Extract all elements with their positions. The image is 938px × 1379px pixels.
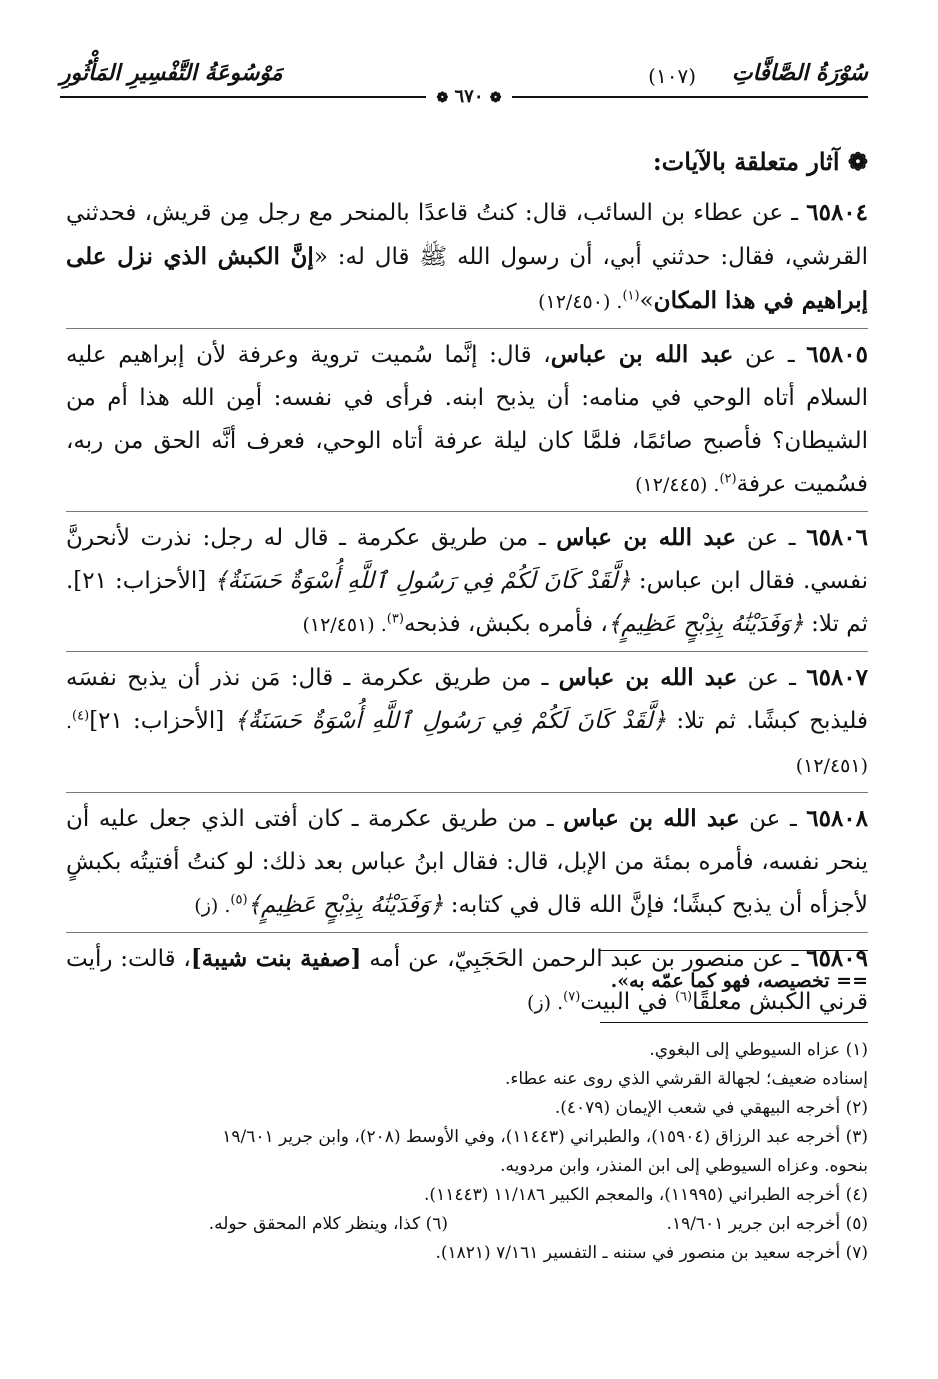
ornament-icon: ❁ bbox=[436, 90, 449, 106]
footnote-marker: (٢) bbox=[719, 471, 737, 487]
athar-paragraph: ٦٥٨٠٥ ـ عن عبد الله بن عباس، قال: إنَّما سُميت تروية وعرفة لأن إبراهيم عليه السلام أتاه الوحي في منامه: أن يذبح ابنه. فرأى في نفسه: أمِن الله هذا أم من الشيطان؟ فأصبح صائمًا، فلمَّا كان ليلة عرفة أتاه الوحي، فعرف أنَّه الحق من ربه، فسُميت عرفة$^{(٢)}$. (١٢/٤٤٥) bbox=[66, 329, 868, 512]
quran-verse: ﴿لَّقَدْ كَانَ لَكُمْ فِي رَسُولِ ٱللَّهِ أُسْوَةٌ حَسَنَةٌ﴾ bbox=[214, 568, 631, 594]
footnote-row-5-6 bbox=[66, 1210, 868, 1239]
athar-paragraph: ٦٥٨٠٩ ـ عن منصور بن عبد الرحمن الحَجَبِيّ، عن أمه [صفية بنت شيبة]، قالت: رأيت قرني الكبش معلقًا$^{(٦)}$ في البيت$^{(٧)}$. (ز) bbox=[66, 945, 868, 1015]
athar-paragraph: ٦٥٨٠٤ ـ عن عطاء بن السائب، قال: كنتُ قاعدًا بالمنحر مع رجل مِن قريش، فحدثني القرشي، فقال: حدثني أبي، أن رسول الله ﷺ قال له: «إنَّ الكبش الذي نزل على إبراهيم في هذا المكان»$^{(١)}$. (١٢/٤٥٠) bbox=[66, 187, 868, 329]
footnote-marker: (٦) bbox=[674, 989, 693, 1005]
page-number-box bbox=[426, 86, 511, 107]
quran-verse: ﴿وَفَدَيْنَٰهُ بِذِبْحٍ عَظِيمٍ﴾ bbox=[247, 892, 444, 918]
athar-number: ٦٥٨٠٦ bbox=[806, 524, 868, 551]
volume-reference: . (ز) bbox=[194, 895, 231, 917]
narrator-name: عبد الله بن عباس bbox=[550, 341, 734, 368]
quran-verse: ﴿لَّقَدْ كَانَ لَكُمْ فِي رَسُولِ ٱللَّهِ أُسْوَةٌ حَسَنَةٌ﴾ bbox=[234, 708, 667, 734]
athar-number: ٦٥٨٠٤ bbox=[806, 199, 869, 226]
page-number-wrap bbox=[0, 86, 938, 107]
page-number: ٦٧٠ bbox=[454, 86, 484, 107]
volume-reference: . (١٢/٤٤٥) bbox=[635, 474, 720, 496]
quran-verse: ﴿وَفَدَيْنَٰهُ بِذِبْحٍ عَظِيمٍ﴾ bbox=[607, 611, 804, 637]
footnote-3: (٣) أخرجه عبد الرزاق (١٥٩٠٤)، والطبراني (١١٤٤٣)، وفي الأوسط (٢٠٨)، وابن جرير ١٩/٦٠١ bbox=[222, 1127, 868, 1147]
hadith-text: إنَّ الكبش الذي نزل على إبراهيم في هذا المكان bbox=[66, 243, 868, 314]
athar-paragraph: ٦٥٨٠٨ ـ عن عبد الله بن عباس ـ من طريق عكرمة ـ كان أفتى الذي جعل عليه أن ينحر نفسه، فأمره بمئة من الإبل، قال: فقال ابنُ عباس بعد ذلك: لو كنتُ أفتيتُه بكبشٍ لأجزأه أن يذبح كبشًا؛ فإنَّ الله قال في كتابه: ﴿وَفَدَيْنَٰهُ بِذِبْحٍ عَظِيمٍ﴾$^{(٥)}$. (ز) bbox=[66, 793, 868, 933]
athar-paragraph: ٦٥٨٠٦ ـ عن عبد الله بن عباس ـ من طريق عكرمة ـ قال له رجل: نذرت لأنحرنَّ نفسي. فقال ابن عباس: ﴿لَّقَدْ كَانَ لَكُمْ فِي رَسُولِ ٱللَّهِ أُسْوَةٌ حَسَنَةٌ﴾ [الأحزاب: ٢١]. ثم تلا: ﴿وَفَدَيْنَٰهُ بِذِبْحٍ عَظِيمٍ﴾، فأمره بكبش، فذبحه$^{(٣)}$. (١٢/٤٥١) bbox=[66, 512, 868, 652]
footnote-2: (٢) أخرجه البيهقي في شعب الإيمان (٤٠٧٩). bbox=[554, 1098, 868, 1118]
footnote-marker: (٥) bbox=[230, 892, 248, 908]
narrator-name: عبد الله بن عباس bbox=[558, 664, 738, 691]
footnotes bbox=[66, 1036, 868, 1268]
footnote-7: (٧) أخرجه سعيد بن منصور في سننه ـ التفسير ٧/١٦١ (١٨٢١). bbox=[435, 1243, 868, 1263]
footnote-marker: (١) bbox=[622, 288, 640, 304]
narrator-name: عبد الله بن عباس bbox=[563, 805, 740, 832]
footnote-4: (٤) أخرجه الطبراني (١١٩٩٥)، والمعجم الكبير ١١/١٨٦ (١١٤٤٣). bbox=[424, 1185, 868, 1205]
athar-paragraph: ٦٥٨٠٧ ـ عن عبد الله بن عباس ـ من طريق عكرمة ـ قال: مَن نذر أن يذبح نفسَه فليذبح كبشًا. ثم تلا: ﴿لَّقَدْ كَانَ لَكُمْ فِي رَسُولِ ٱللَّهِ أُسْوَةٌ حَسَنَةٌ﴾ [الأحزاب: ٢١]$^{(٤)}$. (١٢/٤٥١) bbox=[66, 652, 868, 793]
narrator-name: عبد الله بن عباس bbox=[556, 524, 737, 551]
footnote-3-cont: بنحوه. وعزاه السيوطي إلى ابن المنذر، وابن مردويه. bbox=[500, 1156, 868, 1176]
narrator-name: [صفية بنت شيبة] bbox=[190, 945, 362, 972]
footnote-5: (٥) أخرجه ابن جرير ١٩/٦٠١. bbox=[666, 1214, 868, 1234]
footnote-marker: (٧) bbox=[563, 989, 581, 1005]
footnote-1-note: إسناده ضعيف؛ لجهالة القرشي الذي روى عنه عطاء. bbox=[504, 1069, 868, 1089]
footnote-marker: (٣) bbox=[386, 611, 404, 627]
athar-number: ٦٥٨٠٩ bbox=[806, 945, 868, 972]
continued-footnote: == تخصيصه، فهو كما عمّه به». bbox=[610, 970, 868, 992]
athar-number: ٦٥٨٠٥ bbox=[806, 341, 868, 368]
footnote-6: (٦) كذا، وينظر كلام المحقق حوله. bbox=[208, 1214, 448, 1234]
footnote-marker: (٤) bbox=[72, 708, 90, 724]
volume-reference: . (١٢/٤٥١) bbox=[302, 614, 387, 636]
volume-reference: . (١٢/٤٥٠) bbox=[538, 291, 623, 313]
volume-reference: . (١٢/٤٥١) bbox=[66, 711, 868, 777]
section-title: ❁ آثار متعلقة بالآيات: bbox=[652, 147, 868, 176]
footnote-separator bbox=[600, 1022, 868, 1023]
footnote-1: (١) عزاه السيوطي إلى البغوي. bbox=[649, 1040, 868, 1060]
ornament-icon: ❁ bbox=[489, 90, 502, 106]
volume-reference: . (ز) bbox=[527, 992, 564, 1014]
athar-number: ٦٥٨٠٧ bbox=[806, 664, 868, 691]
book-title: مَوْسُوعَةُ التَّفْسِيرِ المَأْثُورِ bbox=[60, 60, 283, 86]
surah-number: (١٠٧) bbox=[648, 64, 696, 88]
footnote-separator bbox=[600, 950, 868, 951]
surah-title: سُوْرَةُ الصَّافَّاتِ bbox=[731, 60, 868, 86]
athar-number: ٦٥٨٠٨ bbox=[806, 805, 869, 832]
main-text bbox=[66, 140, 868, 1029]
